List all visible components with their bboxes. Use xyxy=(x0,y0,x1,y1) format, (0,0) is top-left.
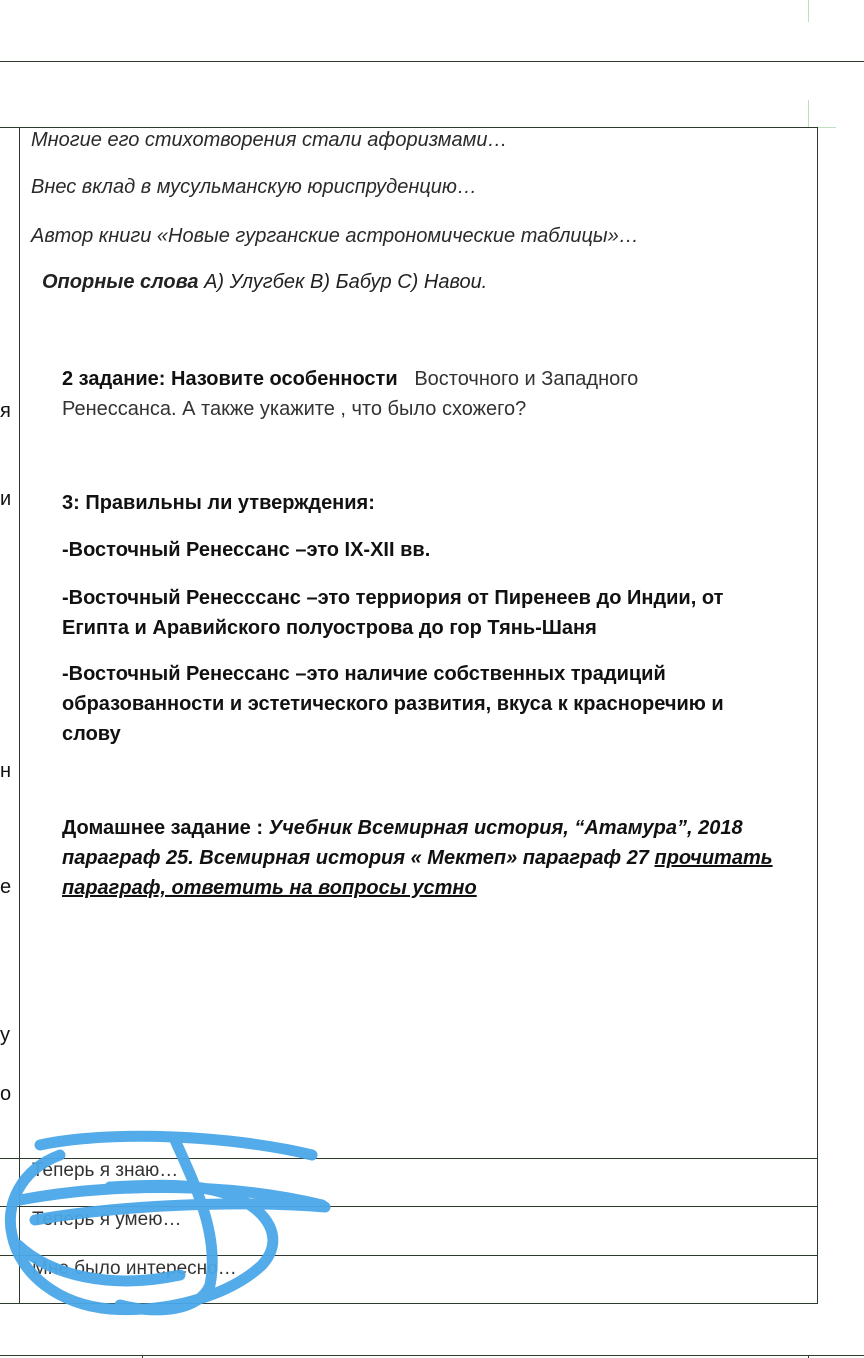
task2-block xyxy=(62,364,638,424)
table-top-border xyxy=(0,127,818,128)
task3-statement-3-line2: образованности и эстетического развития, вкуса к красноречию и xyxy=(62,693,724,715)
bottom-next-table-top xyxy=(0,1355,864,1356)
task2-heading: 2 задание: Назовите особенности xyxy=(62,368,398,390)
table-faint-corner xyxy=(808,100,809,128)
quote-line-3: Автор книги «Новые гурганские астрономические таблицы»… xyxy=(31,225,639,247)
top-rule xyxy=(0,61,864,62)
reflection-row-3: Мне было интересно… xyxy=(32,1258,237,1279)
left-cut-letter-4: е xyxy=(0,876,12,898)
task3-statement-2 xyxy=(62,583,723,643)
quote-line-2: Внес вклад в мусульманскую юриспруденцию… xyxy=(31,176,477,198)
homework-text-1: Учебник Всемирная история, “Атамура”, 2018 xyxy=(268,817,743,839)
task3-statement-2-line2: Египта и Аравийского полуострова до гор Тянь-Шаня xyxy=(62,617,597,639)
keywords-options: А) Улугбек В) Бабур С) Навои. xyxy=(204,271,488,293)
task2-line1 xyxy=(62,364,638,394)
task3-heading: 3: Правильны ли утверждения: xyxy=(62,492,375,514)
left-cut-letter-2: и xyxy=(0,488,12,510)
homework-block xyxy=(62,813,773,903)
blue-scribble xyxy=(0,1125,340,1325)
homework-line2 xyxy=(62,843,773,873)
task3-statement-2-line1: -Восточный Ренесссанс –это терриория от Пиренеев до Индии, от xyxy=(62,587,724,609)
keywords-line xyxy=(42,271,487,294)
task3-statement-3-line3: слову xyxy=(62,723,121,745)
table-right-border xyxy=(817,127,818,1304)
left-cut-letter-6: о xyxy=(0,1083,12,1105)
homework-text-2: параграф 25. Всемирная история « Мектеп» параграф 27 xyxy=(62,847,649,869)
homework-label: Домашнее задание : xyxy=(62,817,263,839)
task2-rest: Восточного и Западного xyxy=(414,368,639,390)
top-faint-border xyxy=(808,0,809,22)
reflection-row-2: Теперь я умею… xyxy=(32,1209,182,1230)
left-cut-letter-5: у xyxy=(0,1024,10,1046)
left-cut-letter-3: н xyxy=(0,760,12,782)
task3-statement-3 xyxy=(62,659,724,749)
reflection-row-1: Теперь я знаю… xyxy=(32,1160,179,1181)
homework-underlined-2: параграф, ответить на вопросы устно xyxy=(62,877,477,899)
homework-line1 xyxy=(62,813,773,843)
task2-line2: Ренессанса. А также укажите , что было схожего? xyxy=(62,398,527,420)
homework-underlined-1: прочитать xyxy=(654,847,773,869)
quote-line-1: Многие его стихотворения стали афоризмами… xyxy=(31,129,508,151)
task3-statement-1: -Восточный Ренессанс –это IX-XII вв. xyxy=(62,539,431,561)
keywords-label: Опорные слова xyxy=(42,271,199,293)
task3-statement-3-line1: -Восточный Ренессанс –это наличие собственных традиций xyxy=(62,663,666,685)
left-cut-letter-1: я xyxy=(0,400,11,422)
